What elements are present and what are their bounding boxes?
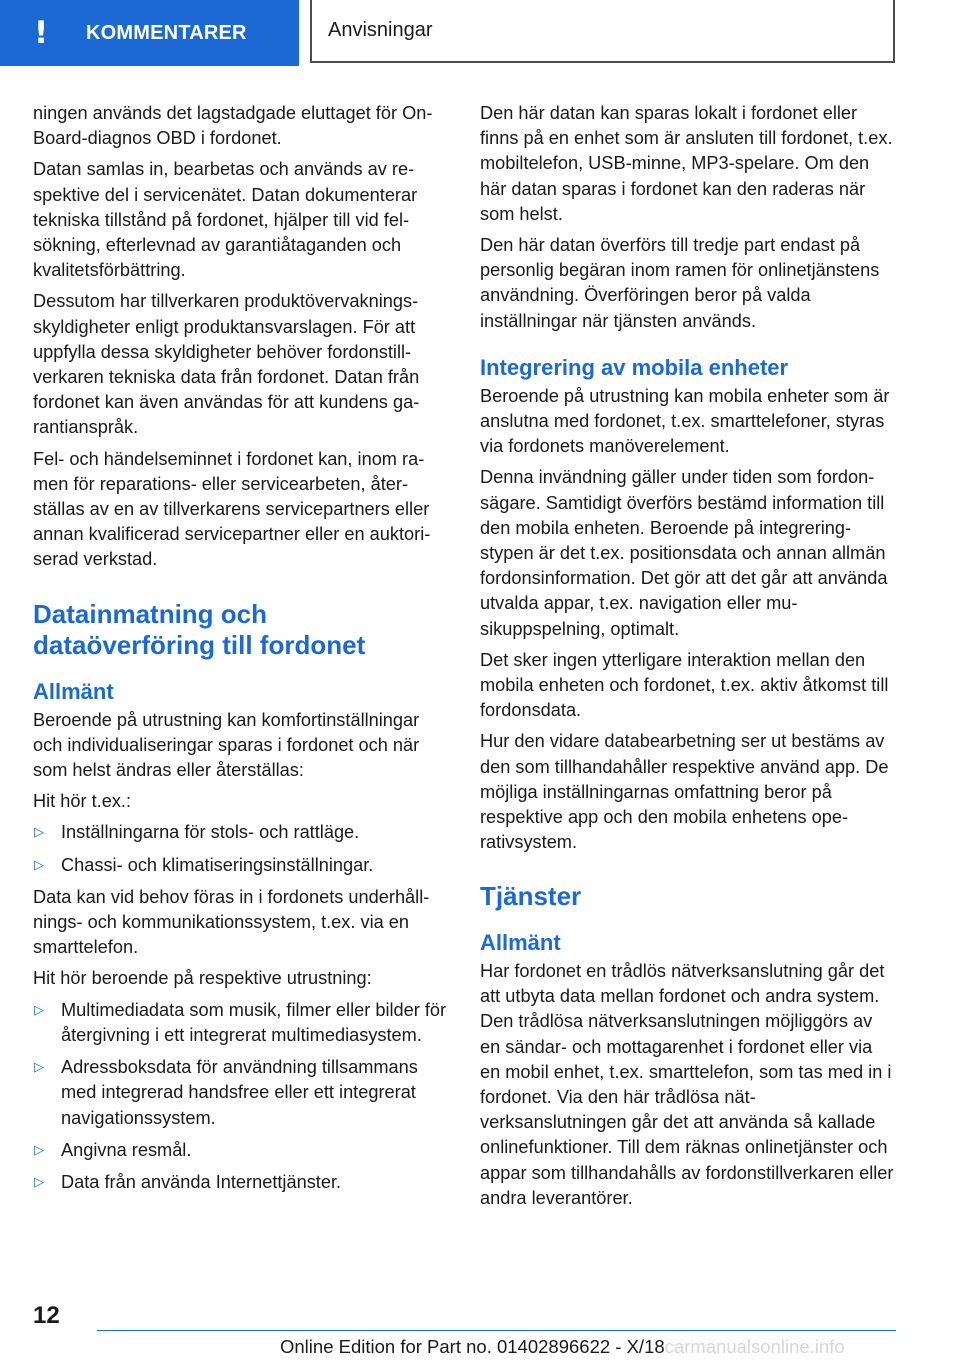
paragraph: Denna invändning gäller under tiden som fordonsägare. Samtidigt överförs bestämd information till den mobila enheten. Beroende på integreringstypen är det t.ex. positionsdata och annan allmän fordonsinformation. Det gör att det går att använda utvalda appar, t.ex. navigation eller musikuppspelning, optimalt. bbox=[480, 467, 888, 639]
paragraph: Beroende på utrustning kan komfortinställningar och individualiseringar sparas i fordonet och när som helst ändras eller återställas: bbox=[33, 709, 420, 781]
footer-edition bbox=[280, 1336, 960, 1358]
section-title: Anvisningar bbox=[328, 19, 433, 41]
watermark-text: carmanualsonline.info bbox=[664, 1336, 845, 1357]
list-item bbox=[33, 853, 449, 878]
list-item bbox=[33, 1170, 449, 1195]
subsection-heading: Allmänt bbox=[33, 678, 114, 704]
triangle-bullet-icon: ▷ bbox=[34, 857, 44, 873]
page-number: 12 bbox=[33, 1302, 60, 1329]
triangle-bullet-icon: ▷ bbox=[34, 1060, 44, 1076]
list-item bbox=[33, 998, 449, 1048]
list-item bbox=[33, 1138, 449, 1163]
list-item-text: Inställningarna för stols- och rattläge. bbox=[61, 822, 360, 843]
left-column bbox=[33, 101, 449, 1202]
paragraph: Dessutom har tillverkaren produktövervakningsskyldigheter enligt produktansvarslagen. För att uppfylla dessa skyldigheter behöver fordonstillverkaren tekniska data från fordonet. Datan från fordonet kan även användas för att kundens garantianspråk. bbox=[33, 291, 420, 438]
list-item bbox=[33, 1055, 449, 1131]
bullet-list bbox=[33, 998, 449, 1195]
subsection-heading: Allmänt bbox=[480, 929, 561, 955]
section-tab bbox=[0, 0, 299, 66]
paragraph: Det sker ingen ytterligare interaktion mellan den mobila enheten och fordonet, t.ex. aktiv åtkomst till fordonsdata. bbox=[480, 649, 889, 721]
paragraph: Hit hör beroende på respektive utrustning: bbox=[33, 968, 372, 989]
section-heading: Datainmatning och dataöverföring till fordonet bbox=[33, 598, 366, 661]
list-item-text: Multimediadata som musik, filmer eller bilder för återgivning i ett integrerat multimediasystem. bbox=[61, 999, 447, 1045]
right-column bbox=[480, 101, 896, 1217]
edition-text: Online Edition for Part no. 01402896622 - X/18 bbox=[280, 1336, 665, 1357]
triangle-bullet-icon: ▷ bbox=[34, 1002, 44, 1018]
subsection-heading: Integrering av mobila enheter bbox=[480, 354, 789, 380]
section-heading: Tjänster bbox=[480, 881, 582, 912]
paragraph: Beroende på utrustning kan mobila enheter som är anslutna med fordonet, t.ex. smarttelefoner, styras via fordonets manöverelement. bbox=[480, 385, 890, 457]
paragraph: Den här datan kan sparas lokalt i fordonet eller finns på en enhet som är ansluten till fordonet, t.ex. mobiltelefon, USB-minne, MP3-spelare. Om den här datan sparas i fordonet kan den raderas när som helst. bbox=[480, 103, 893, 224]
section-title-box bbox=[310, 0, 895, 63]
paragraph: Datan samlas in, bearbetas och används av respektive del i servicenätet. Datan dokumenterar tekniska tillstånd på fordonet, hjälper till vid felsökning, efterlevnad av garantiåtaganden och kvalitetsförbättring. bbox=[33, 159, 418, 281]
triangle-bullet-icon: ▷ bbox=[34, 1174, 44, 1190]
triangle-bullet-icon: ▷ bbox=[34, 1142, 44, 1158]
paragraph: Den här datan överförs till tredje part endast på personlig begäran inom ramen för onlinetjänstens användning. Överföringen beror på valda inställningar när tjänsten används. bbox=[480, 235, 880, 331]
page-header bbox=[0, 0, 960, 66]
list-item bbox=[33, 820, 449, 845]
footer-divider bbox=[97, 1330, 896, 1331]
paragraph: Data kan vid behov föras in i fordonets underhållnings- och kommunikationssystem, t.ex. via en smarttelefon. bbox=[33, 886, 430, 958]
paragraph: Hit hör t.ex.: bbox=[33, 791, 132, 812]
list-item-text: Angivna resmål. bbox=[61, 1139, 192, 1160]
section-tab-label: KOMMENTARER bbox=[86, 21, 247, 44]
bullet-list bbox=[33, 820, 449, 877]
paragraph: Har fordonet en trådlös nätverksanslutning går det att utbyta data mellan fordonet och andra system. Den trådlösa nätverksanslutningen möjliggörs av en sändar- och mottagarenhet i fordonet eller via en mobil enhet, t.ex. smarttelefon, som tas med in i fordonet. Via den här trådlösa nätverksanslutningen går det att använda så kallade onlinefunktioner. Till dem räknas onlinetjänster och appar som tillhandahålls av fordonstillverkaren eller andra leverantörer. bbox=[480, 960, 894, 1208]
list-item-text: Adressboksdata för användning tillsammans med integrerad handsfree eller ett integrerat navigationssystem. bbox=[61, 1057, 418, 1128]
list-item-text: Chassi- och klimatiseringsinställningar. bbox=[61, 854, 374, 875]
list-item-text: Data från använda Internettjänster. bbox=[61, 1171, 342, 1192]
paragraph: Hur den vidare databearbetning ser ut bestäms av den som tillhandahåller respektive använd app. De möjliga inställningarnas omfattning beror på respektive app och den mobila enhetens operativsystem. bbox=[480, 731, 889, 853]
exclamation-icon: ! bbox=[34, 14, 49, 51]
triangle-bullet-icon: ▷ bbox=[34, 825, 44, 841]
paragraph: Fel- och händelseminnet i fordonet kan, inom ramen för reparations- eller servicearbeten, återställas av en av tillverkarens servicepartners eller annan kvalificerad servicepartner eller en auktoriserad verkstad. bbox=[33, 448, 431, 570]
paragraph: ningen används det lagstadgade eluttaget för On-Board-diagnos OBD i fordonet. bbox=[33, 103, 433, 149]
